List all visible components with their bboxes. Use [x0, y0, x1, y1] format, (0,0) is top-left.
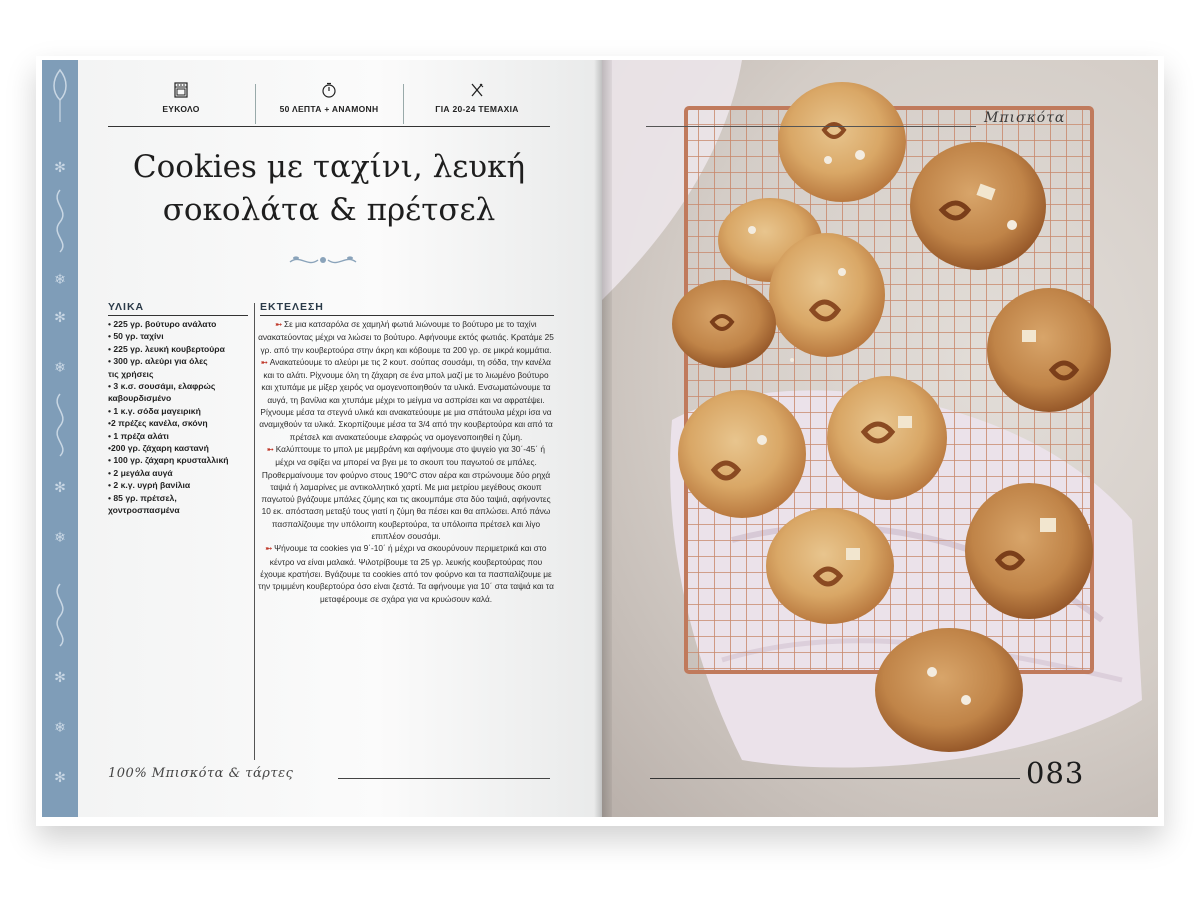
- page-number: 083: [1026, 756, 1085, 790]
- snowflake-icon: ❄: [54, 530, 66, 546]
- column-divider: [254, 303, 255, 760]
- ingredient-line: • 1 πρέζα αλάτι: [108, 430, 169, 441]
- cookie: [678, 390, 806, 518]
- stopwatch-icon: [321, 82, 337, 98]
- ingredient-line: • 100 γρ. ζάχαρη κρυσταλλική: [108, 455, 229, 466]
- time-label: 50 ΛΕΠΤΑ + ΑΝΑΜΟΝΗ: [279, 104, 379, 114]
- ingredient-line: • 50 γρ. ταχίνι: [108, 331, 164, 342]
- floral-ornament-icon: [286, 250, 360, 270]
- section-label-rule: [646, 126, 976, 127]
- book-gutter-shadow: [594, 60, 612, 817]
- ingredient-line: καβουρδισμένο: [108, 393, 172, 404]
- cookie: [910, 142, 1046, 270]
- snowflake-icon: ❄: [54, 360, 66, 376]
- page-number-rule: [650, 778, 1020, 779]
- left-page: [42, 60, 602, 817]
- cookie: [875, 628, 1023, 752]
- method-step: [258, 542, 554, 604]
- difficulty-info: [108, 82, 254, 126]
- method-step: [258, 318, 554, 356]
- decorative-side-strip: [42, 60, 78, 817]
- ingredients-list: [108, 318, 250, 517]
- ingredient-line: χοντροσπασμένα: [108, 505, 180, 516]
- time-info: [256, 82, 402, 126]
- recipe-title: [108, 146, 550, 232]
- title-line-1: Cookies με ταχίνι, λευκή: [132, 149, 526, 185]
- ingredients-heading: ΥΛΙΚΑ: [108, 301, 145, 313]
- snowflake-icon: ❄: [54, 272, 66, 288]
- difficulty-label: ΕΥΚΟΛΟ: [162, 104, 200, 114]
- cookies-on-rack-photo: [602, 60, 1158, 817]
- ingredient-line: •2 πρέζες κανέλα, σκόνη: [108, 418, 208, 429]
- snowflake-icon: ✻: [54, 770, 66, 786]
- title-line-2: σοκολάτα & πρέτσελ: [162, 192, 496, 228]
- cookie: [827, 376, 947, 500]
- servings-info: [404, 82, 550, 126]
- step-arrow-icon: ➸: [267, 444, 274, 454]
- ingredient-line: • 225 γρ. βούτυρο ανάλατο: [108, 319, 217, 329]
- step-arrow-icon: ➸: [261, 357, 268, 367]
- method-step-text: Καλύπτουμε το μπολ με μεμβράνη και αφήνουμε στο ψυγείο για 30΄-45΄ ή μέχρι να σφίξει να μπορεί να βγει με το σκουπ του παγωτού σε μπάλες. Προθερμαίνουμε τον φούρνο στους 190°C στον αέρα και στρώνουμε δύο ρηχά ταψιά ή λαμαρίνες με αντικολλητικό χαρτί. Με μια μετρίου μεγέθους σκουπ παγωτού βγάζουμε μπάλες ζύμης και τις ακουμπάμε στα δύο ταψιά, αφήνοντες 10 εκ. απόσταση μεταξύ τους γιατί η ζύμη θα πέσει και θα απλώσει. Από πάνω πασπαλίζουμε την υπόλοιπη κουβερτούρα, τα υπόλοιπα πρέτσελ και λίγο επιπλέον σουσάμι.: [261, 443, 551, 542]
- ingredient-line: • 225 γρ. λευκή κουβερτούρα: [108, 343, 225, 354]
- method-step: [258, 443, 554, 542]
- cookie: [778, 82, 906, 202]
- footer-brand: 100% Μπισκότα & τάρτες: [108, 766, 294, 781]
- snowflake-icon: ✻: [54, 310, 66, 326]
- snowflake-icon: ✻: [54, 480, 66, 496]
- method-heading-rule: [260, 315, 554, 316]
- info-rule: [108, 126, 550, 127]
- cookie: [766, 508, 894, 624]
- fork-knife-icon: [469, 82, 485, 98]
- cookie: [672, 280, 776, 368]
- method-heading: ΕΚΤΕΛΕΣΗ: [260, 301, 324, 313]
- snowflake-icon: ❄: [54, 720, 66, 736]
- leaf-ornament-icon: [46, 66, 74, 126]
- ingredient-line: • 1 κ.γ. σόδα μαγειρική: [108, 405, 201, 416]
- step-arrow-icon: ➸: [265, 544, 273, 554]
- footer-rule: [338, 778, 550, 779]
- swirl-ornament-icon: [46, 580, 74, 650]
- ingredient-line: • 2 μεγάλα αυγά: [108, 467, 173, 478]
- ingredient-line: • 3 κ.σ. σουσάμι, ελαφρώς: [108, 381, 216, 392]
- ingredient-line: τις χρήσεις: [108, 368, 154, 379]
- method-step: [258, 356, 554, 443]
- swirl-ornament-icon: [46, 390, 74, 460]
- ingredient-line: • 85 γρ. πρέτσελ,: [108, 492, 177, 503]
- cookie: [965, 483, 1093, 619]
- section-label: Μπισκότα: [984, 110, 1066, 126]
- method-step-text: Ανακατεύουμε το αλεύρι με τις 2 κουτ. σούπας σουσάμι, τη σόδα, την κανέλα και το αλάτι. Ρίχνουμε όλη τη ζάχαρη σε ένα μπολ μαζί με το λιωμένο βούτυρο και χτυπάμε με μίξερ χειρός να ομογενοποιηθούν τα υλικά. Ενσωματώνουμε τα αυγά, τη βανίλια και χτυπάμε μέχρι το μείγμα να ασπρίσει και να αφρατέψει. Ρίχνουμε μέσα τα στεγνά υλικά και ανακατεύουμε με μια σπάτουλα μέχρι ίσα να αναμιχθούν τα υλικά. Σκορπίζουμε μέσα τα 3/4 από την κουβερτούρα και από τα πρέτσελ και ανακατεύουμε ελαφρώς να ομογενοποιηθεί η ζύμη.: [259, 356, 553, 442]
- ingredient-line: •200 γρ. ζάχαρη καστανή: [108, 443, 209, 454]
- servings-label: ΓΙΑ 20-24 ΤΕΜΑΧΙΑ: [435, 104, 519, 114]
- method-step-text: Ψήνουμε τα cookies για 9΄-10΄ ή μέχρι να σκουρύνουν περιμετρικά και στο κέντρο να είναι μαλακά. Ψιλοτρίβουμε τα 25 γρ. λευκής κουβερτούρας που έχουμε κρατήσει. Βγάζουμε τα cookies από τον φούρνο και τα πασπαλίζουμε με την τριμμένη κουβερτούρα όσο είναι ζεστά. Τα αφήνουμε για 10΄ στα ταψιά και τα μεταφέρουμε σε σχάρα για να κρυώσουν καλά.: [258, 543, 554, 604]
- right-page-photo: [602, 60, 1158, 817]
- cookie: [987, 288, 1111, 412]
- recipe-info-row: [108, 82, 550, 126]
- method-text: [258, 318, 554, 605]
- cookie: [790, 358, 794, 362]
- method-step-text: Σε μια κατσαρόλα σε χαμηλή φωτιά λιώνουμε το βούτυρο με το ταχίνι ανακατεύοντας μέχρι να λιώσει το βούτυρο. Αφήνουμε εκτός φωτιάς. Κρατάμε 25 γρ. από την κουβερτούρα στην άκρη και κόβουμε τα 200 γρ. σε μικρά κομμάτια.: [258, 319, 554, 355]
- snowflake-icon: ✻: [54, 160, 66, 176]
- ingredient-line: • 2 κ.γ. υγρή βανίλια: [108, 480, 191, 491]
- oven-icon: [173, 82, 189, 98]
- ingredient-line: • 300 γρ. αλεύρι για όλες: [108, 356, 208, 367]
- snowflake-icon: ✻: [54, 670, 66, 686]
- swirl-ornament-icon: [46, 186, 74, 256]
- cookie: [769, 233, 885, 357]
- step-arrow-icon: ➸: [275, 320, 283, 329]
- ingredients-heading-rule: [108, 315, 248, 316]
